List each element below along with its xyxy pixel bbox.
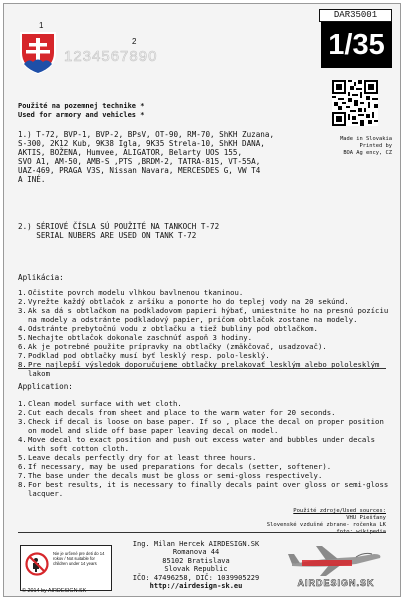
step-item: 1. Clean model surface with wet cloth. — [18, 399, 182, 408]
use-heading — [18, 102, 144, 120]
website-link[interactable]: http://airdesign-sk.eu — [149, 582, 243, 591]
use-heading-en: Used for armory and vehicles * — [18, 111, 145, 119]
aplikacia-steps — [18, 288, 393, 378]
print-info — [322, 136, 392, 157]
model-line: AKTIS, BOŽENA, Humvee, ALIGATOR, Belarty UOS 155, — [18, 148, 243, 158]
age-warning-text: Nie je určené pre deti do 14 rokov / Not suitable for children under 14 years — [53, 551, 105, 566]
logo-text: AIRDESIGN.SK — [297, 578, 375, 588]
step-item: 3. Ak sa dá s obtlačkom na podkladovom papieri hýbať, umiestnite ho na presnú pozíciu na modely a odstránte podkladový papier, pričom obtlačok zostane na modely. — [18, 306, 389, 324]
address-line: Slovak Republic — [164, 565, 228, 574]
qr-code-icon — [332, 80, 378, 126]
source-line: foto: wikipedia — [336, 529, 386, 535]
step-item: 8. For best results, it is necessary to finally decals paint over gloss or semi-gloss lacquer. — [18, 480, 389, 498]
vehicle-model-list — [18, 130, 318, 185]
application-title: Application: — [18, 382, 73, 391]
decal-number-1: 1 — [39, 21, 44, 30]
application-steps — [18, 399, 393, 498]
airdesign-logo — [286, 540, 386, 590]
step-item: 5. Nechajte obtlačok dokonale zaschnúť aspoň 3 hodiny. — [18, 333, 253, 342]
aplikacia-title: Aplikácia: — [18, 273, 64, 282]
aircraft-icon — [286, 540, 386, 580]
source-line: VHU Piešťany — [346, 515, 386, 521]
model-line: 1.) T-72, BVP-1, BVP-2, BPsV, OT-90, RM-70, ShKH Zuzana, — [18, 130, 275, 139]
no-children-warning-icon — [25, 552, 49, 576]
step-item: 6. Ak je potrebné použite prípravky na obtlačky (zmäkčovač, usadzovač). — [18, 342, 327, 351]
model-line: S-300, 2K12 Kub, 9K38 Igla, 9K35 Strela-10, ShKH DANA, — [18, 139, 265, 149]
scale-label: 1/35 — [321, 22, 392, 68]
step-item: 1. Očistite povrch modelu vlhkou bavlnenou tkaninou. — [18, 288, 244, 297]
serial-note — [18, 222, 219, 240]
model-line: UAZ-469, PRAGA V3S, Nissan Navara, MERCESDES G, VW T4 — [18, 166, 261, 176]
step-item: 5. Leave decals perfectly dry for at least three hours. — [18, 453, 257, 462]
section-divider — [18, 368, 386, 369]
serial-note-en: SERIAL NUBERS ARE USED ON TANK T-72 — [18, 231, 197, 241]
print-info-line: BOA Ag ency, CZ — [343, 150, 392, 156]
model-line: A INÉ. — [18, 175, 46, 185]
sources-title: Použité zdroje/Used sources: — [293, 508, 386, 514]
age-warning-box — [20, 545, 112, 591]
step-item: 6. If necessary, may be used preparations for decals (setter, softener). — [18, 462, 332, 471]
print-info-line: Printed by — [359, 143, 392, 149]
product-code: DAR35001 — [319, 9, 392, 22]
step-item: 2. Cut each decals from sheet and place to the warm water for 20 seconds. — [18, 408, 336, 417]
print-info-line: Made in Slovakia — [340, 136, 392, 142]
model-line: SVO A1, AM-50, AMB-S ,PTS ,BRDM-2, TATRA-815, VT-55A, — [18, 157, 261, 167]
step-item: 4. Move decal to exact position and push out excess water and bubbles under decals with soft cotton cloth. — [18, 435, 376, 453]
step-item: 3. Check if decal is loose on base paper. If so , place the decal on proper position on model and slide off base paper leaving decal on model. — [18, 417, 384, 435]
step-item: 7. The base under the decals must be gloss or semi-gloss respectively. — [18, 471, 323, 480]
footer-divider — [18, 532, 386, 533]
source-line: Slovenské vzdušné zbrane- ročenka LK — [266, 522, 386, 528]
address-line: Ing. Milan Hercek AIRDESIGN.SK — [132, 540, 260, 548]
use-heading-sk: Použité na pozemnej technike * — [18, 102, 145, 110]
address-line: IČO: 47496258, DIČ: 1039905229 — [132, 573, 260, 582]
copyright: © 2014 by AIRDESIGN.SK — [22, 588, 87, 594]
slovak-shield-icon — [19, 31, 57, 75]
serial-digits-decal: 1234567890 — [64, 48, 158, 65]
address-line: 85102 Bratislava — [162, 556, 230, 565]
decal-number-2: 2 — [132, 37, 137, 46]
address-line: Romanova 44 — [172, 548, 220, 557]
step-item: 8. Pre najlepší výsledok doporučujeme obtlačky prelakovať lesklým alebo pololesklým lakom — [18, 360, 380, 378]
step-item: 7. Podklad pod obtlačky musí byť lesklý resp. polo-lesklý. — [18, 351, 270, 360]
serial-note-sk: 2.) SÉRIOVÉ ČÍSLA SÚ POUŽITÉ NA TANKOCH T-72 — [18, 222, 220, 231]
publisher-address — [116, 540, 276, 590]
step-item: 2. Vyrežte každý obtlačok z aršíku a ponorte ho do teplej vody na 20 sekúnd. — [18, 297, 349, 306]
step-item: 4. Odstránte prebytočnú vodu z obtlačku a tiež bubliny pod obtlačkom. — [18, 324, 318, 333]
decal-instruction-sheet — [3, 3, 401, 597]
